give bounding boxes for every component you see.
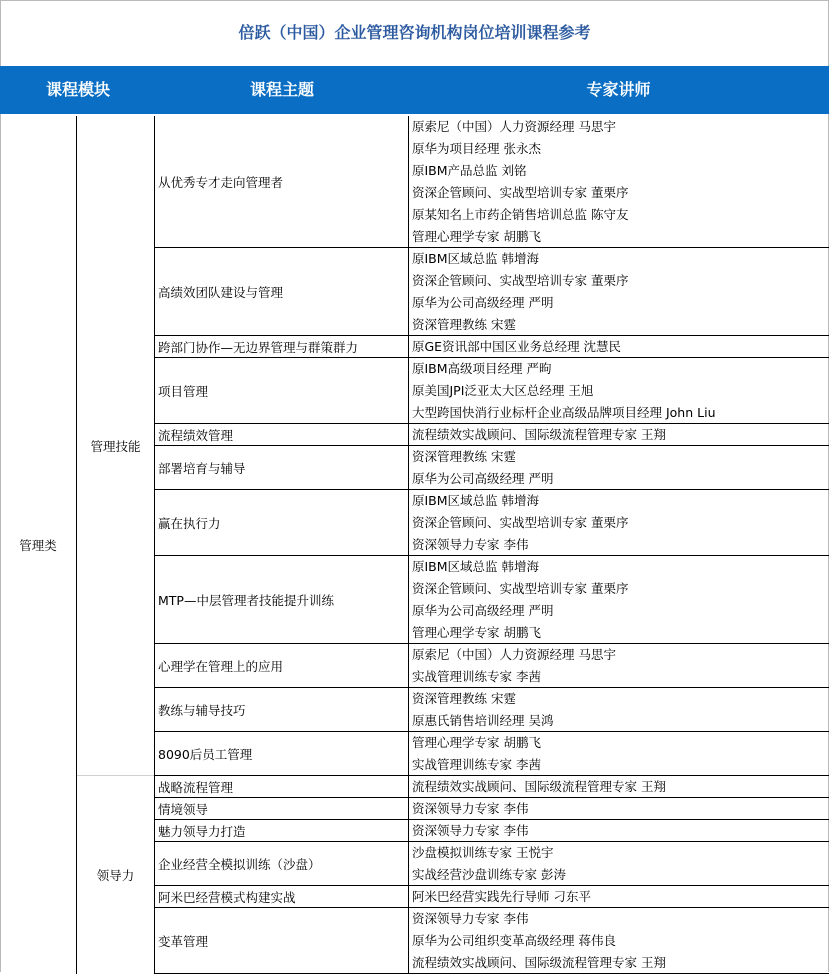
trainer-name: 资深企管顾问、实战型培训专家 董栗序 [412,185,629,200]
course-topic: 跨部门协作—无边界管理与群策群力 [158,340,359,355]
trainer-list [409,248,829,336]
trainer-name: 原IBM区域总监 韩增海 [412,559,540,574]
trainer-name: 流程绩效实战顾问、国际级流程管理专家 王翔 [412,427,666,442]
trainer-name: 资深管理教练 宋霆 [412,691,516,706]
trainer-name: 原索尼（中国）人力资源经理 马思宇 [412,119,616,134]
trainer-list [409,732,829,776]
trainer-name: 资深企管顾问、实战型培训专家 董栗序 [412,273,629,288]
trainer-list [409,556,829,644]
course-topic: 高绩效团队建设与管理 [158,285,284,300]
trainer-name: 大型跨国快消行业标杆企业高级品牌项目经理 John Liu [412,405,716,420]
trainer-name: 资深领导力专家 李伟 [412,537,529,552]
trainer-name: 原华为项目经理 张永杰 [412,141,541,156]
trainer-list [409,116,829,248]
trainer-name: 资深领导力专家 李伟 [412,823,529,838]
course-topic: 企业经营全模拟训练（沙盘） [158,857,321,872]
course-topic: 情境领导 [158,802,209,817]
column-divider [408,116,409,974]
trainer-name: 实战管理训练专家 李茜 [412,669,541,684]
header-expert: 专家讲师 [586,80,651,99]
trainer-name: 资深管理教练 宋霆 [412,449,516,464]
trainer-name: 原华为公司高级经理 严明 [412,471,554,486]
trainer-list [409,776,829,798]
trainer-list [409,644,829,688]
subgroup-label: 管理技能 [90,439,141,454]
course-topic: 变革管理 [158,934,209,949]
course-topic: 战略流程管理 [158,780,234,795]
trainer-list [409,336,829,358]
course-topic: 魅力领导力打造 [158,824,246,839]
trainer-name: 原某知名上市药企销售培训总监 陈守友 [412,207,629,222]
trainer-name: 原华为公司高级经理 严明 [412,603,554,618]
trainer-name: 流程绩效实战顾问、国际级流程管理专家 王翔 [412,955,666,970]
course-topic: 心理学在管理上的应用 [158,659,284,674]
trainer-name: 原IBM产品总监 刘铭 [412,163,527,178]
trainer-list [409,798,829,820]
trainer-list [409,490,829,556]
category-label: 管理类 [19,538,57,553]
table-header [0,66,829,114]
trainer-name: 原索尼（中国）人力资源经理 马思宇 [412,647,616,662]
trainer-name: 资深企管顾问、实战型培训专家 董栗序 [412,581,629,596]
trainer-list [409,446,829,490]
course-table [0,116,829,973]
subgroup-label: 领导力 [96,868,135,883]
trainer-name: 管理心理学专家 胡鹏飞 [412,735,541,750]
column-divider [76,116,77,974]
header-module: 课程模块 [45,80,110,99]
trainer-list [409,358,829,424]
trainer-name: 管理心理学专家 胡鹏飞 [412,625,541,640]
trainer-name: 实战经营沙盘训练专家 彭涛 [412,867,566,882]
trainer-name: 原IBM区域总监 韩增海 [412,251,540,266]
course-topic: 部署培育与辅导 [158,461,246,476]
trainer-name: 资深管理教练 宋霆 [412,317,516,332]
trainer-name: 资深领导力专家 李伟 [412,801,529,816]
column-divider [154,116,155,974]
course-topic: MTP—中层管理者技能提升训练 [158,593,334,608]
course-topic: 项目管理 [158,384,209,399]
trainer-name: 实战管理训练专家 李茜 [412,757,541,772]
trainer-list [409,424,829,446]
course-topic: 8090后员工管理 [158,747,253,762]
page-title: 倍跃（中国）企业管理咨询机构岗位培训课程参考 [238,23,591,42]
trainer-name: 管理心理学专家 胡鹏飞 [412,229,541,244]
trainer-name: 资深企管顾问、实战型培训专家 董栗序 [412,515,629,530]
trainer-name: 资深领导力专家 李伟 [412,911,529,926]
trainer-name: 原GE资讯部中国区业务总经理 沈慧民 [412,339,622,354]
trainer-list [409,908,829,974]
trainer-name: 原惠氏销售培训经理 吴鸿 [412,713,554,728]
trainer-name: 原IBM区域总监 韩增海 [412,493,540,508]
trainer-name: 原华为公司高级经理 严明 [412,295,554,310]
trainer-name: 原华为公司组织变革高级经理 蒋伟良 [412,933,616,948]
trainer-name: 原IBM高级项目经理 严昫 [412,361,552,376]
trainer-list [409,820,829,842]
course-topic: 教练与辅导技巧 [158,703,246,718]
course-topic: 赢在执行力 [158,516,221,531]
trainer-name: 沙盘模拟训练专家 王悦宇 [412,845,554,860]
header-topic: 课程主题 [249,80,314,99]
trainer-list [409,842,829,886]
trainer-list [409,688,829,732]
trainer-name: 原美国JPI泛亚太大区总经理 王旭 [412,383,594,398]
trainer-list [409,886,829,908]
course-topic: 从优秀专才走向管理者 [158,175,284,190]
course-topic: 流程绩效管理 [158,428,234,443]
trainer-name: 流程绩效实战顾问、国际级流程管理专家 王翔 [412,779,666,794]
trainer-name: 阿米巴经营实践先行导师 刁东平 [412,889,591,904]
course-topic: 阿米巴经营模式构建实战 [158,890,296,905]
